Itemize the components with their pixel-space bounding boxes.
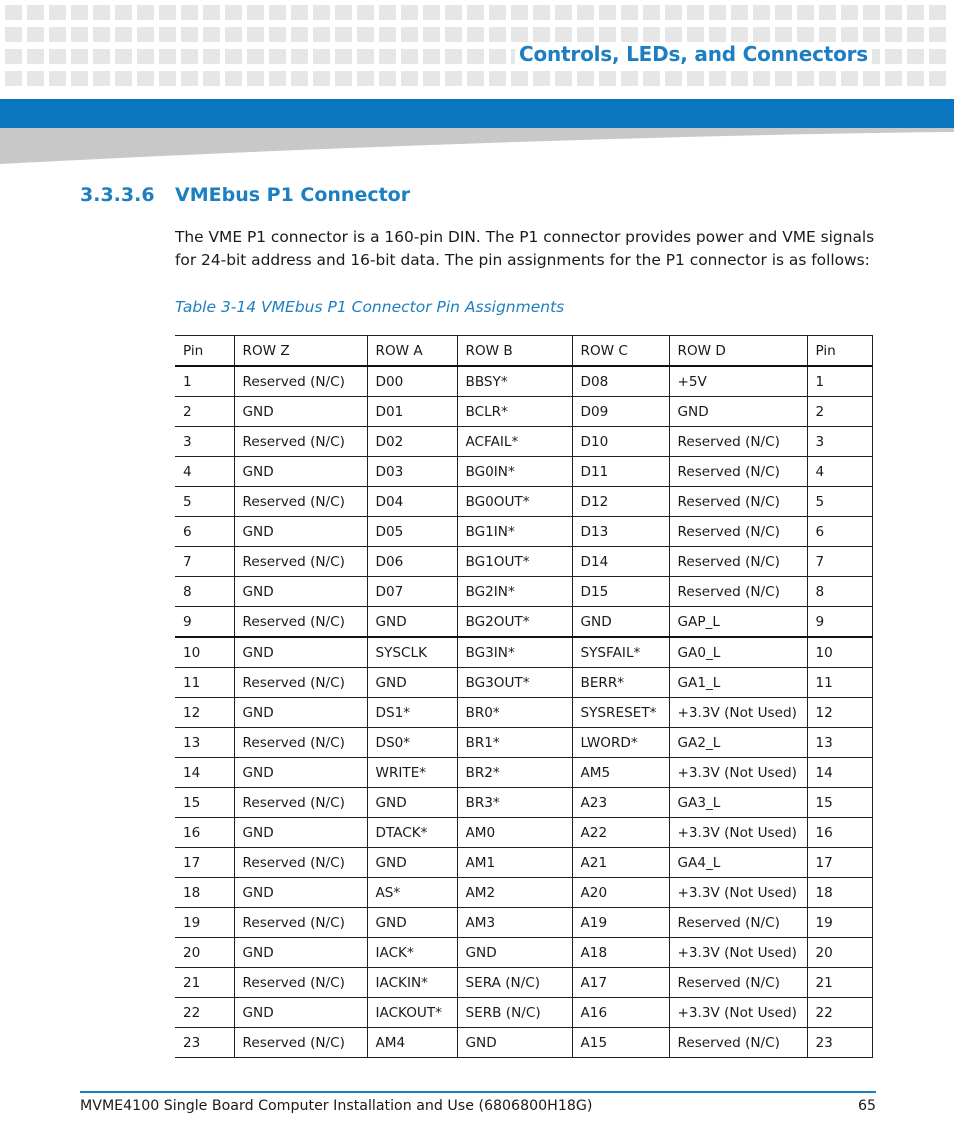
table-cell: Reserved (N/C) <box>669 577 807 607</box>
table-cell: 9 <box>807 607 872 638</box>
table-cell: 3 <box>175 427 234 457</box>
table-cell: D00 <box>367 366 457 397</box>
table-cell: 12 <box>807 698 872 728</box>
table-header-cell: Pin <box>175 336 234 367</box>
table-row <box>175 758 872 788</box>
table-cell: GND <box>367 607 457 638</box>
table-cell: 14 <box>807 758 872 788</box>
table-cell: Reserved (N/C) <box>234 848 367 878</box>
table-cell: GND <box>234 758 367 788</box>
table-cell: 7 <box>175 547 234 577</box>
table-cell: Reserved (N/C) <box>234 366 367 397</box>
table-cell: A23 <box>572 788 669 818</box>
table-cell: D11 <box>572 457 669 487</box>
table-cell: GND <box>234 517 367 547</box>
table-cell: Reserved (N/C) <box>669 1028 807 1058</box>
table-cell: 7 <box>807 547 872 577</box>
table-cell: BG3OUT* <box>457 668 572 698</box>
table-cell: D10 <box>572 427 669 457</box>
table-cell: D08 <box>572 366 669 397</box>
table-cell: D12 <box>572 487 669 517</box>
table-row <box>175 788 872 818</box>
table-cell: GND <box>234 818 367 848</box>
table-cell: 16 <box>807 818 872 848</box>
table-cell: WRITE* <box>367 758 457 788</box>
table-cell: 18 <box>175 878 234 908</box>
table-row <box>175 427 872 457</box>
table-row <box>175 998 872 1028</box>
table-cell: 23 <box>807 1028 872 1058</box>
table-cell: 20 <box>175 938 234 968</box>
table-cell: A18 <box>572 938 669 968</box>
table-cell: 4 <box>175 457 234 487</box>
table-cell: Reserved (N/C) <box>669 547 807 577</box>
table-cell: AM5 <box>572 758 669 788</box>
table-cell: 21 <box>807 968 872 998</box>
table-cell: LWORD* <box>572 728 669 758</box>
table-cell: 11 <box>807 668 872 698</box>
table-row <box>175 1028 872 1058</box>
table-row <box>175 366 872 397</box>
table-row <box>175 848 872 878</box>
table-cell: A20 <box>572 878 669 908</box>
table-row <box>175 607 872 638</box>
table-header-cell: ROW C <box>572 336 669 367</box>
table-cell: 2 <box>175 397 234 427</box>
table-row <box>175 637 872 668</box>
table-cell: BR3* <box>457 788 572 818</box>
table-row <box>175 728 872 758</box>
table-cell: 9 <box>175 607 234 638</box>
table-cell: GA3_L <box>669 788 807 818</box>
table-row <box>175 457 872 487</box>
table-cell: 8 <box>807 577 872 607</box>
table-cell: D14 <box>572 547 669 577</box>
intro-paragraph: The VME P1 connector is a 160-pin DIN. The P1 connector provides power and VME signals for 24-bit address and 16-bit data. The pin assignments for the P1 connector is as follows: <box>175 228 875 269</box>
table-cell: 11 <box>175 668 234 698</box>
table-cell: 17 <box>175 848 234 878</box>
table-cell: Reserved (N/C) <box>669 457 807 487</box>
table-cell: BR2* <box>457 758 572 788</box>
table-cell: GND <box>234 637 367 668</box>
footer-rule <box>80 1091 876 1093</box>
table-row <box>175 818 872 848</box>
table-cell: +3.3V (Not Used) <box>669 878 807 908</box>
table-cell: Reserved (N/C) <box>234 1028 367 1058</box>
table-cell: BBSY* <box>457 366 572 397</box>
table-cell: GND <box>234 397 367 427</box>
table-cell: +3.3V (Not Used) <box>669 998 807 1028</box>
table-cell: 6 <box>807 517 872 547</box>
table-row <box>175 878 872 908</box>
table-cell: 14 <box>175 758 234 788</box>
table-cell: 19 <box>175 908 234 938</box>
table-cell: D04 <box>367 487 457 517</box>
table-cell: +5V <box>669 366 807 397</box>
table-cell: GND <box>234 878 367 908</box>
table-cell: +3.3V (Not Used) <box>669 758 807 788</box>
table-cell: 23 <box>175 1028 234 1058</box>
table-cell: BG0OUT* <box>457 487 572 517</box>
table-cell: AM3 <box>457 908 572 938</box>
table-cell: A16 <box>572 998 669 1028</box>
table-row <box>175 668 872 698</box>
table-cell: 5 <box>807 487 872 517</box>
table-cell: 2 <box>807 397 872 427</box>
table-cell: AM4 <box>367 1028 457 1058</box>
table-cell: 22 <box>807 998 872 1028</box>
table-row <box>175 487 872 517</box>
header-grey-swoosh <box>0 128 954 164</box>
table-cell: AM0 <box>457 818 572 848</box>
table-header-cell: Pin <box>807 336 872 367</box>
table-cell: GND <box>234 577 367 607</box>
table-cell: IACKIN* <box>367 968 457 998</box>
table-cell: 10 <box>175 637 234 668</box>
table-cell: GND <box>234 457 367 487</box>
table-cell: GND <box>367 668 457 698</box>
section-title: VMEbus P1 Connector <box>175 184 411 206</box>
table-cell: 19 <box>807 908 872 938</box>
table-row <box>175 517 872 547</box>
table-cell: 10 <box>807 637 872 668</box>
table-row <box>175 577 872 607</box>
table-cell: 13 <box>175 728 234 758</box>
table-cell: BR1* <box>457 728 572 758</box>
table-cell: GND <box>234 938 367 968</box>
table-cell: D05 <box>367 517 457 547</box>
table-cell: 15 <box>807 788 872 818</box>
table-row <box>175 397 872 427</box>
table-cell: 22 <box>175 998 234 1028</box>
table-cell: Reserved (N/C) <box>234 668 367 698</box>
table-cell: 18 <box>807 878 872 908</box>
table-cell: DS1* <box>367 698 457 728</box>
table-cell: 17 <box>807 848 872 878</box>
table-cell: SYSCLK <box>367 637 457 668</box>
table-cell: Reserved (N/C) <box>234 607 367 638</box>
table-cell: BCLR* <box>457 397 572 427</box>
table-cell: Reserved (N/C) <box>234 908 367 938</box>
table-cell: SYSRESET* <box>572 698 669 728</box>
table-cell: D02 <box>367 427 457 457</box>
table-cell: 1 <box>807 366 872 397</box>
table-cell: A19 <box>572 908 669 938</box>
table-cell: 8 <box>175 577 234 607</box>
table-cell: Reserved (N/C) <box>234 427 367 457</box>
table-cell: A17 <box>572 968 669 998</box>
table-cell: AM1 <box>457 848 572 878</box>
table-cell: GND <box>572 607 669 638</box>
table-cell: GA2_L <box>669 728 807 758</box>
table-header-cell: ROW B <box>457 336 572 367</box>
table-cell: D01 <box>367 397 457 427</box>
table-cell: BR0* <box>457 698 572 728</box>
table-cell: BERR* <box>572 668 669 698</box>
table-cell: 4 <box>807 457 872 487</box>
table-cell: Reserved (N/C) <box>669 487 807 517</box>
table-cell: A21 <box>572 848 669 878</box>
table-cell: D15 <box>572 577 669 607</box>
table-cell: IACK* <box>367 938 457 968</box>
table-cell: D03 <box>367 457 457 487</box>
table-cell: SERB (N/C) <box>457 998 572 1028</box>
table-cell: Reserved (N/C) <box>234 968 367 998</box>
table-cell: DS0* <box>367 728 457 758</box>
table-cell: AS* <box>367 878 457 908</box>
table-cell: GA1_L <box>669 668 807 698</box>
table-cell: D07 <box>367 577 457 607</box>
table-cell: GND <box>457 1028 572 1058</box>
table-cell: 3 <box>807 427 872 457</box>
table-cell: +3.3V (Not Used) <box>669 938 807 968</box>
table-cell: Reserved (N/C) <box>669 908 807 938</box>
pin-assignment-table <box>175 335 873 1058</box>
table-cell: 20 <box>807 938 872 968</box>
table-header-cell: ROW A <box>367 336 457 367</box>
table-cell: A15 <box>572 1028 669 1058</box>
page-number: 65 <box>857 1098 876 1114</box>
table-cell: SERA (N/C) <box>457 968 572 998</box>
table-header-cell: ROW Z <box>234 336 367 367</box>
table-cell: BG3IN* <box>457 637 572 668</box>
table-cell: BG2IN* <box>457 577 572 607</box>
table-cell: Reserved (N/C) <box>234 547 367 577</box>
table-cell: Reserved (N/C) <box>669 517 807 547</box>
table-cell: 12 <box>175 698 234 728</box>
table-cell: 5 <box>175 487 234 517</box>
table-cell: BG1OUT* <box>457 547 572 577</box>
table-cell: GAP_L <box>669 607 807 638</box>
table-header-row <box>175 336 872 367</box>
table-row <box>175 908 872 938</box>
table-cell: 13 <box>807 728 872 758</box>
table-cell: SYSFAIL* <box>572 637 669 668</box>
table-row <box>175 698 872 728</box>
table-cell: Reserved (N/C) <box>669 427 807 457</box>
table-cell: GND <box>367 788 457 818</box>
table-cell: 15 <box>175 788 234 818</box>
table-cell: 6 <box>175 517 234 547</box>
table-cell: D13 <box>572 517 669 547</box>
table-cell: 21 <box>175 968 234 998</box>
table-cell: BG1IN* <box>457 517 572 547</box>
table-cell: Reserved (N/C) <box>234 788 367 818</box>
table-cell: 1 <box>175 366 234 397</box>
table-row <box>175 547 872 577</box>
table-cell: D06 <box>367 547 457 577</box>
table-caption: Table 3-14 VMEbus P1 Connector Pin Assignments <box>175 298 565 316</box>
header-blue-band <box>0 99 954 128</box>
table-cell: GA0_L <box>669 637 807 668</box>
table-header-cell: ROW D <box>669 336 807 367</box>
section-number: 3.3.3.6 <box>80 184 155 206</box>
table-cell: +3.3V (Not Used) <box>669 818 807 848</box>
table-cell: BG2OUT* <box>457 607 572 638</box>
table-cell: BG0IN* <box>457 457 572 487</box>
table-cell: Reserved (N/C) <box>234 487 367 517</box>
table-cell: D09 <box>572 397 669 427</box>
table-cell: GND <box>234 998 367 1028</box>
table-row <box>175 938 872 968</box>
table-cell: GND <box>457 938 572 968</box>
table-cell: ACFAIL* <box>457 427 572 457</box>
table-cell: GND <box>367 908 457 938</box>
page-header-title: Controls, LEDs, and Connectors <box>515 42 872 66</box>
table-cell: GA4_L <box>669 848 807 878</box>
table-cell: GND <box>669 397 807 427</box>
table-cell: +3.3V (Not Used) <box>669 698 807 728</box>
table-cell: Reserved (N/C) <box>234 728 367 758</box>
table-cell: 16 <box>175 818 234 848</box>
table-cell: DTACK* <box>367 818 457 848</box>
footer-document-title: MVME4100 Single Board Computer Installation and Use (6806800H18G) <box>80 1098 593 1114</box>
table-cell: Reserved (N/C) <box>669 968 807 998</box>
table-cell: GND <box>367 848 457 878</box>
table-row <box>175 968 872 998</box>
table-cell: GND <box>234 698 367 728</box>
table-cell: IACKOUT* <box>367 998 457 1028</box>
table-cell: A22 <box>572 818 669 848</box>
table-cell: AM2 <box>457 878 572 908</box>
